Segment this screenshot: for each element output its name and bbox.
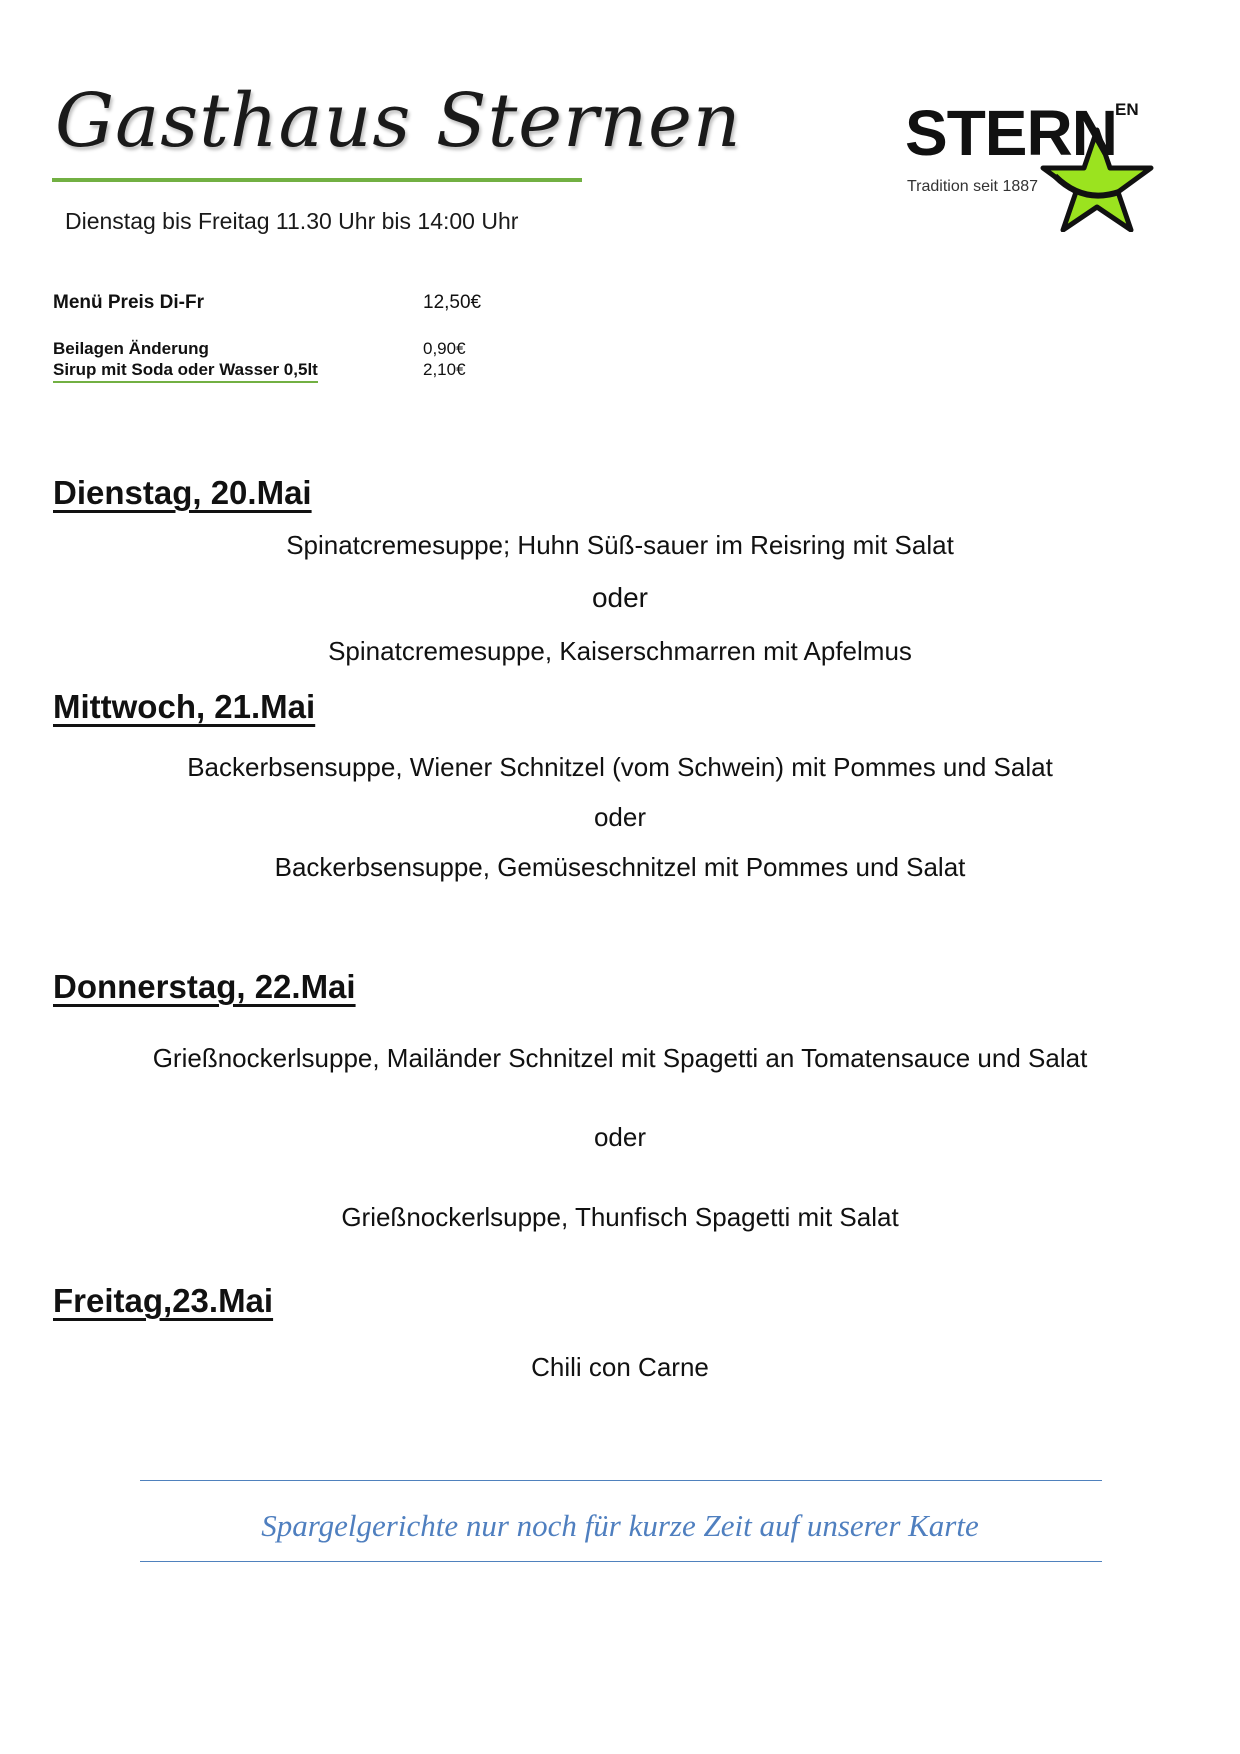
price-value-syrup: 2,10€ bbox=[423, 360, 466, 379]
price-value-menu: 12,50€ bbox=[423, 292, 482, 313]
logo-tagline: Tradition seit 1887 bbox=[907, 178, 1039, 195]
menu-line: Grießnockerlsuppe, Thunfisch Spagetti mit Salat bbox=[341, 1202, 899, 1232]
menu-line: Grießnockerlsuppe, Mailänder Schnitzel mit Spagetti an Tomatensauce und Salat bbox=[152, 1043, 1088, 1073]
day-heading-friday: Freitag,23.Mai bbox=[53, 1282, 274, 1319]
menu-line: Backerbsensuppe, Gemüseschnitzel mit Pommes und Salat bbox=[274, 852, 966, 882]
logo-superscript: EN bbox=[1115, 100, 1139, 119]
brand-title: Gasthaus Sternen bbox=[55, 78, 742, 164]
menu-line: Spinatcremesuppe; Huhn Süß-sauer im Reisring mit Salat bbox=[286, 530, 954, 560]
divider-top bbox=[140, 1480, 1102, 1481]
menu-or: oder bbox=[593, 1122, 647, 1152]
price-label-menu: Menü Preis Di-Fr bbox=[53, 292, 204, 313]
opening-hours: Dienstag bis Freitag 11.30 Uhr bis 14:00 Uhr bbox=[65, 208, 519, 234]
menu-line: Chili con Carne bbox=[531, 1352, 709, 1382]
price-label-sides: Beilagen Änderung bbox=[53, 339, 209, 358]
logo-wordmark: STERN bbox=[905, 97, 1117, 169]
menu-line: Spinatcremesuppe, Kaiserschmarren mit Apfelmus bbox=[328, 636, 912, 666]
price-value-sides: 0,90€ bbox=[423, 339, 466, 358]
menu-or: oder bbox=[593, 802, 647, 832]
menu-or: oder bbox=[591, 582, 649, 613]
sternen-logo bbox=[905, 96, 1165, 232]
divider-bottom bbox=[140, 1561, 1102, 1562]
price-label-syrup: Sirup mit Soda oder Wasser 0,5lt bbox=[53, 360, 318, 383]
day-heading-wednesday: Mittwoch, 21.Mai bbox=[53, 688, 316, 725]
day-heading-tuesday: Dienstag, 20.Mai bbox=[53, 474, 312, 511]
menu-line: Backerbsensuppe, Wiener Schnitzel (vom Schwein) mit Pommes und Salat bbox=[187, 752, 1053, 782]
brand-underline bbox=[52, 178, 582, 182]
day-heading-thursday: Donnerstag, 22.Mai bbox=[53, 968, 356, 1005]
promo-text: Spargelgerichte nur noch für kurze Zeit auf unserer Karte bbox=[261, 1508, 979, 1543]
